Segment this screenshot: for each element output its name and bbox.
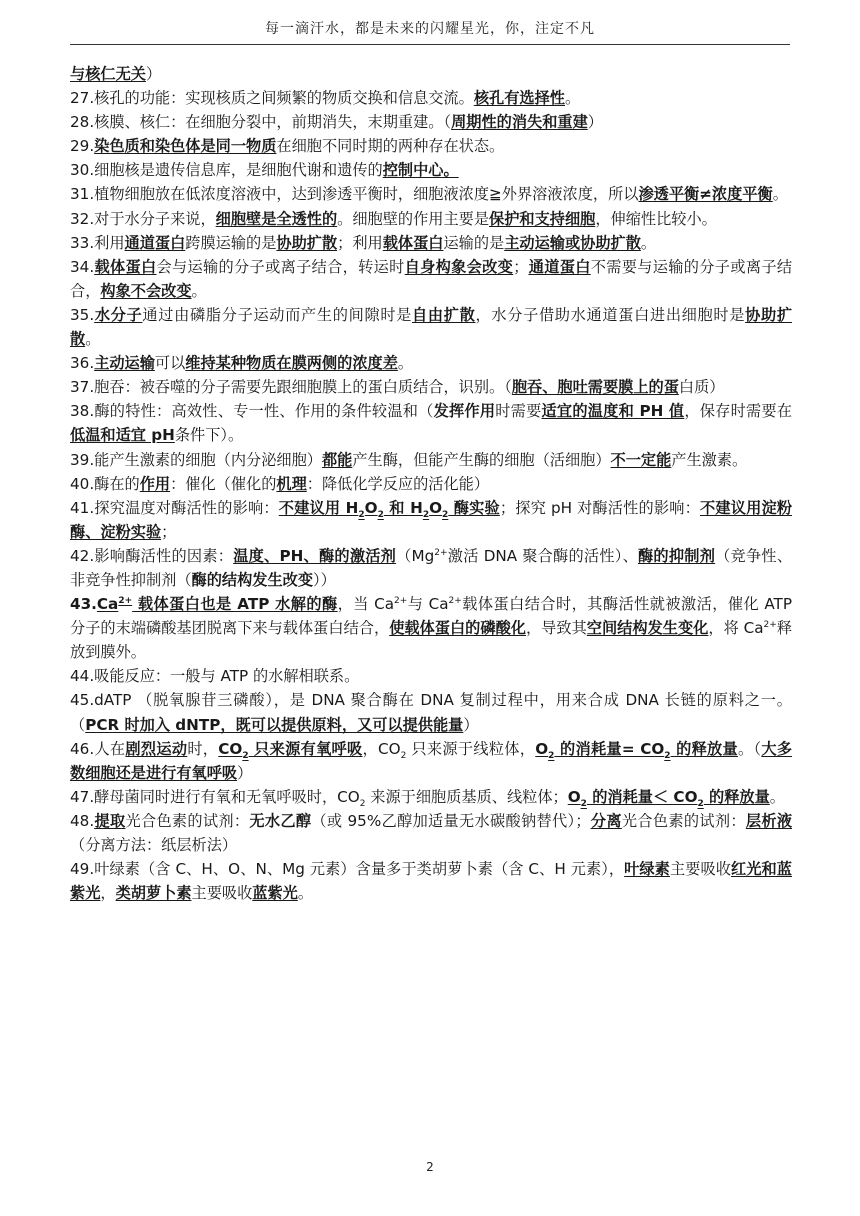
note-text: 在细胞不同时期的两种存在状态。 (276, 137, 505, 156)
key-point-text: 和 H (383, 498, 423, 517)
key-point-text: 2 (358, 509, 365, 520)
note-text: 30.细胞核是遗传信息库，是细胞代谢和遗传的 (70, 161, 383, 180)
note-text: 。 (772, 185, 788, 204)
note-text: ，伸缩性比较小。 (595, 209, 717, 228)
key-point-text: 协助扩散 (70, 305, 793, 349)
key-point-text: 细胞壁是全透性的 (215, 209, 338, 228)
note-text: （分离方法：纸层析法） (70, 836, 238, 854)
note-text: 。 (191, 281, 207, 300)
key-point-text: 作用 (139, 474, 171, 493)
note-text: 激活 DNA 聚合酶的活性）、 (447, 546, 638, 565)
key-point-text: O (364, 498, 378, 517)
note-item (70, 158, 792, 182)
note-text: 42.影响酶活性的因素： (70, 546, 234, 565)
key-point-text: O (567, 787, 581, 806)
note-item (70, 375, 792, 399)
note-text: 时需要 (495, 402, 542, 421)
key-point-text: 载体蛋白 (94, 257, 157, 276)
key-point-text: 2 (442, 509, 449, 520)
key-point-text: 2 (377, 509, 384, 520)
note-text: 酶的结构发生改变 (191, 570, 313, 589)
note-item (70, 303, 792, 351)
key-point-text: 大多数细胞还是进行有氧呼吸 (70, 739, 793, 782)
note-text: （竞争性、非竞争性抑制剂（ (70, 546, 793, 589)
note-text: 光合色素的试剂： (125, 811, 250, 830)
document-body (70, 62, 792, 905)
note-text: 不需要与运输的分子或离子结合， (70, 257, 793, 300)
note-text: ； (513, 257, 529, 276)
key-point-text: 低温和适宜 pH (70, 426, 175, 445)
note-text: 会与运输的分子或离子结合，转运时 (156, 257, 405, 276)
note-text: 28.核膜、核仁：在细胞分裂中，前期消失，末期重建。（ (70, 113, 452, 132)
key-point-text: 自由扩散 (412, 305, 476, 324)
key-point-text: 与核仁无关 (70, 65, 146, 83)
key-point-text: 机理 (276, 474, 307, 493)
note-text: 27.核孔的功能：实现核质之间频繁的物质交换和信息交流。 (70, 89, 474, 108)
note-item (70, 255, 792, 303)
note-text: 41.探究温度对酶活性的影响： (70, 498, 279, 517)
note-text: 47.酵母菌同时进行有氧和无氧呼吸时，CO (70, 787, 360, 806)
key-point-text: Ca (96, 595, 119, 614)
note-item (70, 664, 792, 688)
key-point-text: 通道蛋白 (528, 257, 591, 276)
key-point-text: 主动运输或协助扩散 (504, 233, 641, 252)
key-point-text: 胞吞、胞吐需要膜上的蛋 (511, 378, 679, 397)
key-point-text: 通道蛋白 (124, 233, 186, 252)
key-point-text: 红光和蓝紫光 (70, 860, 792, 903)
key-point-text: 染色质和染色体是同一物质 (94, 137, 277, 156)
key-point-text: 协助扩散 (276, 233, 338, 252)
key-point-text: 酶的抑制剂 (638, 546, 716, 565)
key-point-text: 2 (697, 798, 704, 809)
note-text: 主要吸收 (191, 884, 253, 903)
key-point-text: 分离 (590, 811, 622, 830)
note-text: 跨膜运输的是 (185, 233, 277, 252)
note-item (70, 110, 792, 134)
note-text: ； (161, 522, 177, 541)
note-text: ）） (313, 570, 336, 589)
key-point-text: 只来源有氧呼吸 (248, 739, 363, 758)
key-point-text: 温度、PH、酶的激活剂 (233, 546, 397, 565)
note-item (70, 134, 792, 158)
note-text: 。 (769, 787, 785, 806)
note-text: 35. (70, 305, 95, 324)
note-item (70, 592, 792, 664)
key-point-text: 剧烈运动 (125, 739, 188, 758)
key-point-text: 水分子 (94, 305, 143, 324)
note-text: 。 (297, 884, 313, 903)
note-text: ） (145, 65, 162, 83)
key-point-text: O (429, 498, 443, 517)
key-point-text: 蓝紫光 (252, 884, 298, 903)
note-text: 2+ (394, 596, 408, 606)
note-text: ，将 Ca (708, 619, 764, 638)
note-text: 2 (400, 750, 407, 761)
note-text: 时， (187, 739, 219, 758)
note-text: 38.酶的特性：高效性、专一性、作用的条件较温和（ (70, 402, 434, 421)
note-text: 与 Ca (407, 595, 449, 614)
key-point-text: 不建议用 H (278, 498, 359, 517)
key-point-text: CO (218, 739, 243, 758)
note-text: 发挥作用 (433, 402, 496, 421)
note-text: 。 (85, 330, 101, 349)
note-item (70, 737, 792, 785)
header-divider (70, 44, 790, 45)
note-text: 45.dATP （脱氧腺苷三磷酸），是 DNA 聚合酶在 DNA 复制过程中，用来合成 DNA 长链的原料之一。（ (70, 691, 792, 734)
note-text: 释放到膜外。 (70, 619, 793, 662)
note-text: 46.人在 (70, 739, 126, 758)
note-item (70, 448, 792, 472)
note-text: 。 (640, 233, 657, 252)
key-point-text: 载体蛋白 (382, 233, 444, 252)
note-text: 主要吸收 (669, 860, 732, 879)
note-text: 49.叶绿素（含 C、H、O、N、Mg 元素）含量多于类胡萝卜素（含 C、H 元素）， (70, 860, 625, 879)
note-text: ：催化（催化的 (170, 474, 277, 493)
note-text: （Mg (396, 546, 435, 565)
note-text: 白质） (678, 378, 725, 397)
note-text: ，水分子借助水通道蛋白进出细胞时是 (475, 305, 746, 324)
note-text: 。 (397, 354, 414, 373)
note-text: 2+ (763, 620, 777, 631)
note-text: ） (237, 763, 253, 782)
key-point-text: 2 (422, 509, 430, 520)
note-text: ，导致其 (525, 619, 587, 638)
key-point-text: 2 (242, 750, 249, 761)
note-text: 条件下）。 (174, 426, 244, 445)
key-point-text: 核孔有选择性 (473, 89, 565, 108)
key-point-text: 不一定能 (610, 450, 672, 469)
key-point-text: 2 (664, 750, 671, 761)
note-text: 32.对于水分子来说， (70, 209, 216, 228)
note-text: 产生激素。 (671, 450, 748, 469)
key-point-text: 酶实验 (448, 498, 500, 517)
note-text: 。细胞壁的作用主要是 (337, 209, 490, 228)
note-text: 2+ (448, 596, 462, 606)
key-point-text: 的释放量 (703, 787, 770, 806)
note-text: ） (463, 715, 479, 734)
note-text: ， (100, 884, 116, 903)
note-item (70, 496, 792, 544)
note-text: ，保存时需要在 (684, 402, 793, 421)
note-item (70, 62, 792, 86)
note-text: 2 (359, 798, 366, 809)
key-point-text: 周期性的消失和重建 (451, 113, 588, 132)
note-item (70, 785, 792, 809)
note-text: 来源于细胞质基质、线粒体； (365, 787, 568, 806)
note-text: 载体蛋白结合时，其酶活性就被激活，催化 ATP 分子的末端磷酸基团脱离下来与载体蛋白结合， (70, 595, 792, 638)
note-item (70, 182, 792, 206)
key-point-text: 渗透平衡≠浓度平衡 (638, 185, 773, 204)
note-text: 产生酶，但能产生酶的细胞（活细胞） (352, 450, 611, 469)
note-item (70, 231, 792, 255)
key-point-text: 载体蛋白也是 ATP 水解的酶 (132, 595, 338, 614)
note-text: 只来源于线粒体， (406, 739, 536, 758)
note-text: ） (587, 113, 603, 132)
note-text: ；探究 pH 对酶活性的影响： (499, 498, 700, 517)
key-point-text: 控制中心。 (382, 161, 459, 180)
note-text: 通过由磷脂分子运动而产生的间隙时是 (142, 305, 413, 324)
key-point-text: 空间结构发生变化 (586, 619, 709, 638)
key-point-text: 的消耗量＜ CO (586, 787, 698, 806)
note-text: 37.胞吞：被吞噬的分子需要先跟细胞膜上的蛋白质结合，识别。（ (70, 378, 512, 397)
note-text: ；利用 (337, 233, 383, 252)
note-item (70, 351, 792, 375)
note-text: 48. (70, 811, 95, 830)
page-number: 2 (426, 1160, 434, 1174)
note-text: 可以 (154, 354, 186, 373)
key-point-text: 的释放量 (670, 739, 739, 758)
note-text: 运输的是 (443, 233, 505, 252)
note-item (70, 544, 792, 592)
key-point-text: 主动运输 (94, 354, 155, 373)
key-point-text: 类胡萝卜素 (115, 884, 192, 903)
key-point-text: 2+ (118, 596, 133, 606)
key-point-text: O (535, 739, 549, 758)
note-text: 。（ (738, 739, 762, 758)
key-point-text: 2 (548, 750, 555, 761)
note-text: 无水乙醇 (249, 811, 312, 830)
key-point-text: PCR 时加入 dNTP，既可以提供原料，又可以提供能量 (85, 715, 464, 734)
note-text: 44.吸能反应：一般与 ATP 的水解相联系。 (70, 667, 360, 686)
note-item (70, 207, 792, 231)
key-point-text: 都能 (321, 450, 353, 469)
note-text: 40.酶在的 (70, 474, 140, 493)
note-text: 29. (70, 137, 95, 156)
note-text: 34. (70, 257, 95, 276)
key-point-text: 层析液 (745, 811, 793, 830)
key-point-text: 使载体蛋白的磷酸化 (389, 619, 526, 638)
key-point-text: 维持某种物质在膜两侧的浓度差 (185, 354, 398, 373)
note-text: 31.植物细胞放在低浓度溶液中，达到渗透平衡时，细胞液浓度≧外界溶液浓度，所以 (70, 185, 639, 204)
key-point-text: 的消耗量= CO (554, 739, 665, 758)
note-text: ：降低化学反应的活化能） (306, 474, 490, 493)
note-text: ，CO (362, 739, 401, 758)
note-text: 39.能产生激素的细胞（内分泌细胞） (70, 450, 322, 469)
note-item (70, 399, 792, 447)
key-point-text: 适宜的温度和 PH 值 (541, 402, 685, 421)
note-text: （或 95%乙醇加适量无水碳酸钠替代）； (311, 811, 591, 830)
key-point-text: 2 (580, 798, 587, 809)
note-text: ，当 Ca (337, 595, 395, 614)
key-point-text: 提取 (94, 811, 126, 830)
note-item (70, 86, 792, 110)
note-text: 光合色素的试剂： (621, 811, 746, 830)
key-point-text: 不建议用淀粉酶、淀粉实验 (70, 498, 793, 541)
note-item (70, 472, 792, 496)
note-text: 36. (70, 354, 95, 373)
note-text: 33.利用 (70, 233, 125, 252)
key-point-text: 保护和支持细胞 (489, 209, 596, 228)
note-item (70, 688, 792, 736)
key-point-text: 叶绿素 (624, 860, 670, 879)
note-text: 。 (564, 89, 581, 108)
page-header-slogan: 每一滴汗水，都是未来的闪耀星光，你，注定不凡 (265, 21, 595, 37)
note-item (70, 809, 792, 857)
key-point-text: 构象不会改变 (100, 281, 192, 300)
note-item (70, 857, 792, 905)
note-text: 2+ (434, 547, 448, 558)
key-point-text: 自身构象会改变 (404, 257, 514, 276)
note-text: 43. (70, 595, 97, 614)
